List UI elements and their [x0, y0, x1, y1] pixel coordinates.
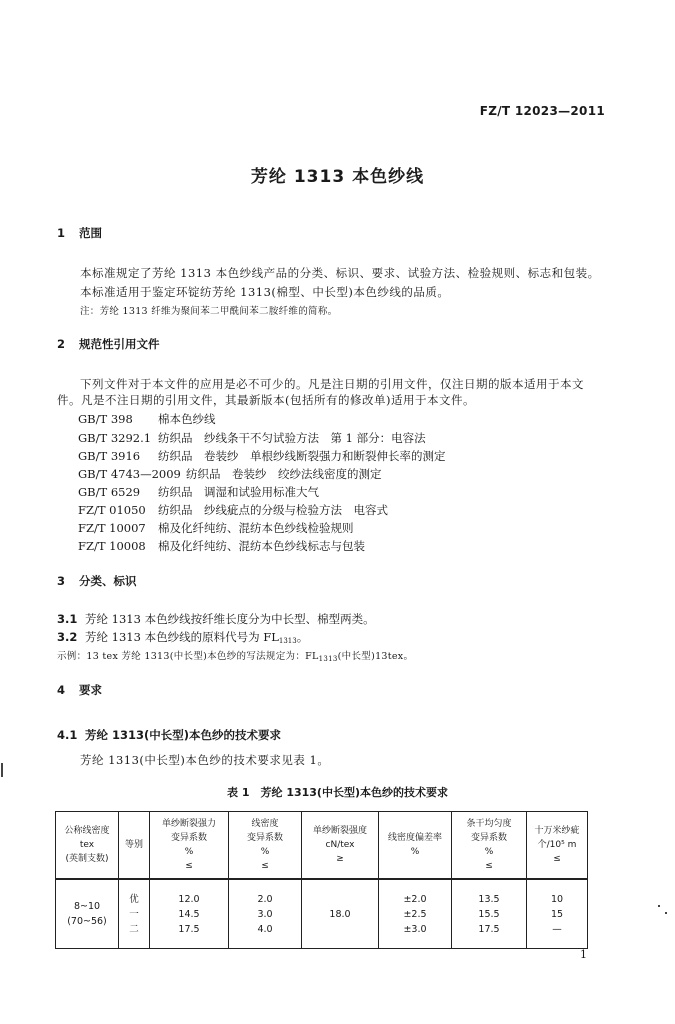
cell-tenacity: 18.0: [302, 879, 379, 949]
cell-evenness-cv: 13.5 15.5 17.5: [452, 879, 527, 949]
table-row: [56, 879, 588, 949]
reference-code: FZ/T 10008: [78, 539, 146, 553]
section-4-heading: [57, 682, 102, 698]
clause-4-1-text: 芳纶 1313(中长型)本色纱的技术要求见表 1。: [80, 753, 330, 767]
example-subscript: 1313: [318, 655, 338, 663]
header-grade: 等别: [119, 812, 150, 880]
reference-code: GB/T 3916: [78, 449, 141, 463]
clause-text: 芳纶 1313 本色纱线按纤维长度分为中长型、棉型两类。: [85, 612, 375, 626]
reference-title: 纺织品 调湿和试验用标准大气: [158, 485, 319, 499]
clause-subscript: 1313: [278, 637, 297, 645]
standard-number: FZ/T 12023—2011: [479, 104, 605, 118]
reference-code: GB/T 4743—2009: [78, 467, 181, 481]
section-title: 规范性引用文件: [79, 337, 160, 351]
clause-number: 3.2: [57, 630, 78, 644]
section-1-paragraph-2: 本标准适用于鉴定环锭纺芳纶 1313(棉型、中长型)本色纱线的品质。: [80, 285, 450, 299]
section-number: 4: [57, 683, 66, 697]
clause-3-2: [57, 629, 308, 645]
cell-nominal-density: 8~10 (70~56): [56, 879, 119, 949]
reference-code: GB/T 398: [78, 412, 133, 426]
reference-title: 纺织品 卷装纱 绞纱法线密度的测定: [186, 467, 382, 481]
reference-item: [78, 411, 216, 427]
section-3-heading: [57, 573, 137, 589]
reference-title: 纺织品 纱线条干不匀试验方法 第 1 部分：电容法: [158, 431, 426, 445]
reference-code: GB/T 3292.1: [78, 431, 152, 445]
section-number: 3: [57, 574, 66, 588]
section-title: 要求: [79, 683, 102, 697]
clause-text-end: 。: [296, 630, 309, 644]
header-nominal-density: 公称线密度 tex (英制支数): [56, 812, 119, 880]
section-1-note: 注：芳纶 1313 纤维为聚间苯二甲酰间苯二胺纤维的简称。: [80, 306, 338, 317]
section-title: 范围: [79, 226, 102, 240]
header-tenacity: 单纱断裂强度 cN/tex ≥: [302, 812, 379, 880]
header-density-deviation: 线密度偏差率 %: [379, 812, 452, 880]
reference-item: [78, 502, 388, 518]
clause-4-1-heading: [57, 727, 281, 743]
clause-number: 3.1: [57, 612, 78, 626]
cell-strength-cv: 12.0 14.5 17.5: [150, 879, 229, 949]
reference-title: 棉本色纱线: [158, 412, 216, 426]
cell-yarn-faults: 10 15 —: [527, 879, 588, 949]
table-header-row: [56, 812, 588, 880]
cell-density-cv: 2.0 3.0 4.0: [229, 879, 302, 949]
clause-title: 芳纶 1313(中长型)本色纱的技术要求: [85, 728, 282, 742]
reference-code: FZ/T 10007: [78, 521, 146, 535]
section-number: 1: [57, 226, 66, 240]
cell-density-deviation: ±2.0 ±2.5 ±3.0: [379, 879, 452, 949]
reference-item: [78, 448, 446, 464]
example-note: [57, 648, 413, 663]
clause-text: 芳纶 1313 本色纱线的原料代号为 FL: [85, 630, 279, 644]
section-title: 分类、标识: [79, 574, 137, 588]
example-text: 示例：13 tex 芳纶 1313(中长型)本色纱的写法规定为：FL: [57, 651, 319, 662]
page-number: 1: [580, 948, 587, 961]
section-2-heading: [57, 336, 160, 352]
section-2-intro-line-1: 下列文件对于本文件的应用是必不可少的。凡是注日期的引用文件，仅注日期的版本适用于本文: [80, 377, 584, 391]
scan-speck: [1, 763, 3, 777]
section-2-intro-line-2: 件。凡是不注日期的引用文件，其最新版本(包括所有的修改单)适用于本文件。: [57, 393, 475, 407]
reference-item: [78, 484, 319, 500]
table-caption: 表 1 芳纶 1313(中长型)本色纱的技术要求: [227, 786, 448, 799]
reference-code: FZ/T 01050: [78, 503, 146, 517]
clause-number: 4.1: [57, 728, 78, 742]
header-evenness-cv: 条干均匀度 变异系数 % ≤: [452, 812, 527, 880]
section-number: 2: [57, 337, 66, 351]
reference-title: 棉及化纤纯纺、混纺本色纱线标志与包装: [158, 539, 365, 553]
section-1-heading: [57, 225, 102, 241]
header-yarn-faults: 十万米纱疵 个/10⁵ m ≤: [527, 812, 588, 880]
requirements-table: [55, 811, 588, 949]
reference-item: [78, 520, 354, 536]
reference-title: 棉及化纤纯纺、混纺本色纱线检验规则: [158, 521, 354, 535]
reference-item: [78, 538, 365, 554]
clause-3-1: [57, 611, 375, 627]
cell-grades: 优 一 二: [119, 879, 150, 949]
header-strength-cv: 单纱断裂强力 变异系数 % ≤: [150, 812, 229, 880]
scan-speck: [665, 912, 667, 914]
example-text-end: (中长型)13tex。: [337, 651, 414, 662]
reference-title: 纺织品 纱线疵点的分级与检验方法 电容式: [158, 503, 388, 517]
reference-item: [78, 466, 382, 482]
reference-code: GB/T 6529: [78, 485, 141, 499]
section-1-paragraph-1: 本标准规定了芳纶 1313 本色纱线产品的分类、标识、要求、试验方法、检验规则、标志和包装。: [80, 266, 600, 280]
reference-title: 纺织品 卷装纱 单根纱线断裂强力和断裂伸长率的测定: [158, 449, 446, 463]
reference-item: [78, 430, 426, 446]
scan-speck: [658, 905, 660, 907]
header-density-cv: 线密度 变异系数 % ≤: [229, 812, 302, 880]
document-title: 芳纶 1313 本色纱线: [250, 167, 425, 187]
